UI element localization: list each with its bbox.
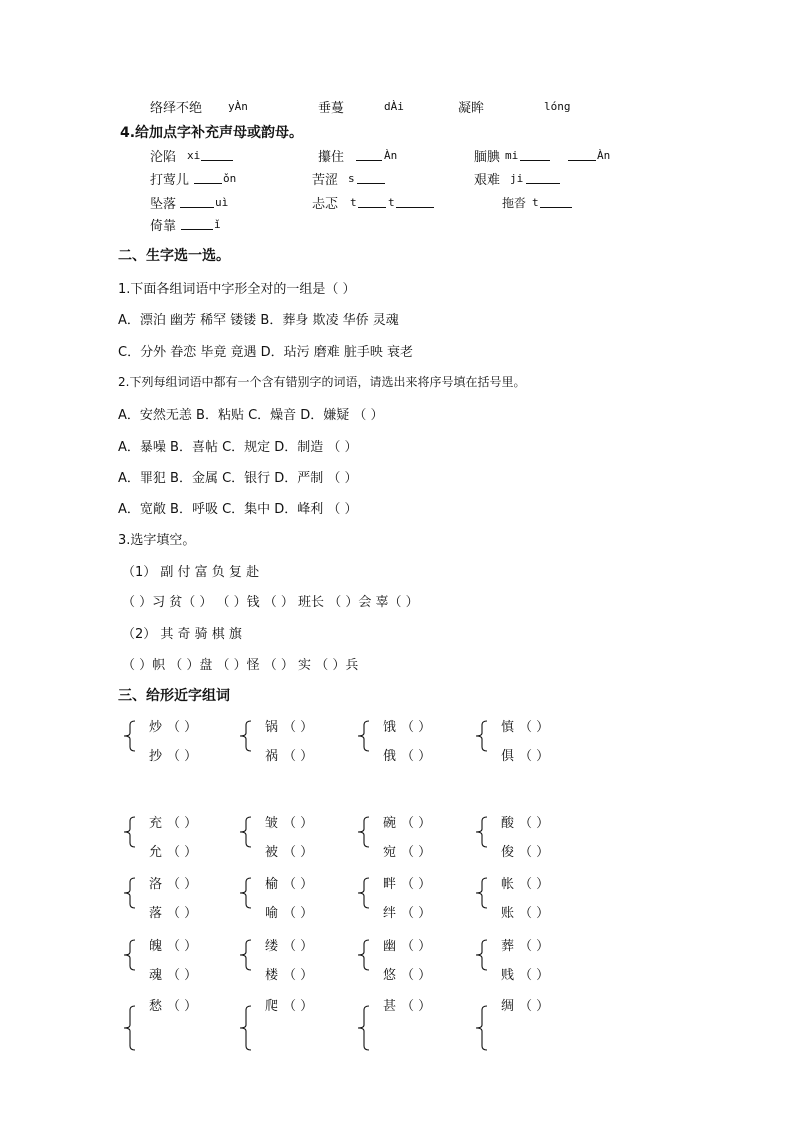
pinyin: Àn <box>597 149 611 162</box>
char-top: 饿 <box>383 720 397 735</box>
q2-text: 2.下列每组词语中都有一个含有错别字的词语，请选出来将序号填在括号里。 <box>118 375 526 389</box>
brace-icon <box>356 816 370 848</box>
answer-parentheses[interactable]: （ ） <box>401 939 432 954</box>
answer-parentheses[interactable]: （ ） <box>519 906 550 921</box>
answer-blank[interactable] <box>181 217 213 230</box>
q1-text: 1.下面各组词语中字形全对的一组是（ ） <box>118 282 356 297</box>
brace-icon <box>238 720 252 752</box>
word: 打莺儿 <box>150 173 190 188</box>
section-3-title: 三、给形近字组词 <box>118 688 230 704</box>
char-top: 碗 <box>383 816 397 831</box>
answer-parentheses[interactable]: （ ） <box>167 749 198 764</box>
answer-blank[interactable] <box>357 171 385 184</box>
char-bottom: 账 <box>501 906 515 921</box>
char-bottom: 俱 <box>501 749 515 764</box>
answer-parentheses[interactable]: （ ） <box>283 816 314 831</box>
answer-blank[interactable] <box>396 195 434 208</box>
char-top: 皱 <box>265 816 279 831</box>
char-top: 洛 <box>149 877 163 892</box>
q3-group-1-label: （1） 副 付 富 负 复 赴 <box>122 565 260 580</box>
answer-parentheses[interactable]: （ ） <box>401 999 432 1014</box>
answer-parentheses[interactable]: （ ） <box>167 877 198 892</box>
word: 腼腆 <box>474 150 501 165</box>
brace-icon <box>474 1005 488 1051</box>
q2-line-4: A．宽敞 B．呼吸 C．集中 D．峰利 （ ） <box>118 502 358 517</box>
char-top: 葬 <box>501 939 515 954</box>
word: 苦涩 <box>312 173 339 188</box>
pinyin: t <box>532 196 539 209</box>
word: 坠落 <box>150 197 177 212</box>
answer-blank[interactable] <box>520 148 550 161</box>
answer-parentheses[interactable]: （ ） <box>283 720 314 735</box>
answer-blank[interactable] <box>356 148 382 161</box>
char-bottom: 悠 <box>383 968 397 983</box>
answer-parentheses[interactable]: （ ） <box>283 877 314 892</box>
pinyin: t <box>350 196 357 209</box>
char-bottom: 落 <box>149 906 163 921</box>
char-bottom: 贱 <box>501 968 515 983</box>
brace-icon <box>474 939 488 971</box>
brace-icon <box>356 720 370 752</box>
q3-group-2-line: （ ）帜 （ ）盘 （ ）怪 （ ） 实 （ ）兵 <box>122 658 359 673</box>
word: 忐忑 <box>312 197 339 212</box>
char-bottom: 允 <box>149 845 163 860</box>
answer-parentheses[interactable]: （ ） <box>519 999 550 1014</box>
pinyin: mi <box>505 149 519 162</box>
answer-parentheses[interactable]: （ ） <box>283 968 314 983</box>
brace-icon <box>122 816 136 848</box>
brace-icon <box>238 1005 252 1051</box>
q1-options-ab: A．漂泊 幽芳 稀罕 镂镂 B．葬身 欺凌 华侨 灵魂 <box>118 313 399 328</box>
char-top: 酸 <box>501 816 515 831</box>
pinyin: ǒn <box>223 172 237 185</box>
answer-parentheses[interactable]: （ ） <box>167 939 198 954</box>
answer-parentheses[interactable]: （ ） <box>519 968 550 983</box>
word: 倚靠 <box>150 219 177 234</box>
q2-line-3: A．罪犯 B．金属 C．银行 D．严制 （ ） <box>118 471 358 486</box>
pinyin: ji <box>510 172 524 185</box>
answer-parentheses[interactable]: （ ） <box>401 749 432 764</box>
char-bottom: 祸 <box>265 749 279 764</box>
char-top: 帐 <box>501 877 515 892</box>
answer-parentheses[interactable]: （ ） <box>167 720 198 735</box>
answer-blank[interactable] <box>201 148 233 161</box>
word: 艰难 <box>474 173 501 188</box>
char-bottom: 俊 <box>501 845 515 860</box>
word: 沦陷 <box>150 150 177 165</box>
char-top: 锅 <box>265 720 279 735</box>
brace-icon <box>122 877 136 909</box>
answer-blank[interactable] <box>180 195 214 208</box>
answer-parentheses[interactable]: （ ） <box>401 968 432 983</box>
char-top: 榆 <box>265 877 279 892</box>
word: 拖沓 <box>502 196 527 210</box>
q2-line-1: A．安然无恙 B．粘贴 C．燥音 D．嫌疑 （ ） <box>118 408 384 423</box>
brace-icon <box>474 720 488 752</box>
answer-parentheses[interactable]: （ ） <box>167 845 198 860</box>
char-top: 幽 <box>383 939 397 954</box>
char-bottom: 楼 <box>265 968 279 983</box>
answer-parentheses[interactable]: （ ） <box>519 749 550 764</box>
answer-blank[interactable] <box>358 195 386 208</box>
word: 攥住 <box>318 150 345 165</box>
char-top: 慎 <box>501 720 515 735</box>
answer-parentheses[interactable]: （ ） <box>519 816 550 831</box>
answer-parentheses[interactable]: （ ） <box>519 877 550 892</box>
q3-group-2-label: （2） 其 奇 骑 棋 旗 <box>122 627 242 642</box>
q3-text: 3.选字填空。 <box>118 533 196 548</box>
brace-icon <box>356 939 370 971</box>
char-top: 畔 <box>383 877 397 892</box>
answer-blank[interactable] <box>194 171 222 184</box>
answer-blank[interactable] <box>526 171 560 184</box>
pinyin-1: yÀn <box>228 100 248 113</box>
char-top: 炒 <box>149 720 163 735</box>
answer-parentheses[interactable]: （ ） <box>283 749 314 764</box>
pinyin: s <box>348 172 355 185</box>
char-bottom: 魂 <box>149 968 163 983</box>
pinyin-3: lóng <box>544 100 571 113</box>
pinyin: uì <box>215 196 229 209</box>
answer-blank[interactable] <box>568 148 596 161</box>
word-3: 凝眸 <box>458 101 485 116</box>
pinyin: ǐ <box>214 218 221 231</box>
brace-icon <box>474 816 488 848</box>
answer-parentheses[interactable]: （ ） <box>167 816 198 831</box>
brace-icon <box>122 1005 136 1051</box>
word-1: 络绎不绝 <box>150 101 203 116</box>
q2-line-2: A．暴噪 B．喜帖 C．规定 D．制造 （ ） <box>118 440 358 455</box>
section-2-title: 二、生字选一选。 <box>118 248 230 264</box>
answer-parentheses[interactable]: （ ） <box>167 999 198 1014</box>
answer-parentheses[interactable]: （ ） <box>283 906 314 921</box>
char-bottom: 喻 <box>265 906 279 921</box>
char-top: 缕 <box>265 939 279 954</box>
char-top: 绸 <box>501 999 515 1014</box>
q3-group-1-line: （ ）习 贫（ ） （ ）钱 （ ） 班长 （ ）会 辜（ ） <box>122 595 419 610</box>
brace-icon <box>474 877 488 909</box>
answer-blank[interactable] <box>540 195 572 208</box>
char-top: 爬 <box>265 999 279 1014</box>
brace-icon <box>238 816 252 848</box>
char-top: 充 <box>149 816 163 831</box>
answer-parentheses[interactable]: （ ） <box>519 939 550 954</box>
char-bottom: 抄 <box>149 749 163 764</box>
brace-icon <box>122 939 136 971</box>
pinyin: Àn <box>384 149 398 162</box>
answer-parentheses[interactable]: （ ） <box>519 720 550 735</box>
char-bottom: 宛 <box>383 845 397 860</box>
brace-icon <box>238 939 252 971</box>
answer-parentheses[interactable]: （ ） <box>401 877 432 892</box>
pinyin: xi <box>187 149 201 162</box>
brace-icon <box>238 877 252 909</box>
answer-parentheses[interactable]: （ ） <box>283 999 314 1014</box>
char-top: 魄 <box>149 939 163 954</box>
word-2: 垂蔓 <box>318 101 345 116</box>
char-bottom: 被 <box>265 845 279 860</box>
answer-parentheses[interactable]: （ ） <box>401 845 432 860</box>
pinyin-2: dÀi <box>384 100 404 113</box>
q1-options-cd: C．分外 眷恋 毕竟 竟遇 D．玷污 磨难 脏手映 衰老 <box>118 345 414 360</box>
answer-parentheses[interactable]: （ ） <box>401 720 432 735</box>
answer-parentheses[interactable]: （ ） <box>167 968 198 983</box>
answer-parentheses[interactable]: （ ） <box>283 939 314 954</box>
answer-parentheses[interactable]: （ ） <box>401 906 432 921</box>
answer-parentheses[interactable]: （ ） <box>283 845 314 860</box>
answer-parentheses[interactable]: （ ） <box>167 906 198 921</box>
brace-icon <box>122 720 136 752</box>
char-top: 甚 <box>383 999 397 1014</box>
answer-parentheses[interactable]: （ ） <box>519 845 550 860</box>
q4-title: 4.给加点字补充声母或韵母。 <box>120 125 304 141</box>
char-bottom: 绊 <box>383 906 397 921</box>
brace-icon <box>356 1005 370 1051</box>
pinyin: t <box>388 196 395 209</box>
char-top: 愁 <box>149 999 163 1014</box>
char-bottom: 俄 <box>383 749 397 764</box>
answer-parentheses[interactable]: （ ） <box>401 816 432 831</box>
brace-icon <box>356 877 370 909</box>
